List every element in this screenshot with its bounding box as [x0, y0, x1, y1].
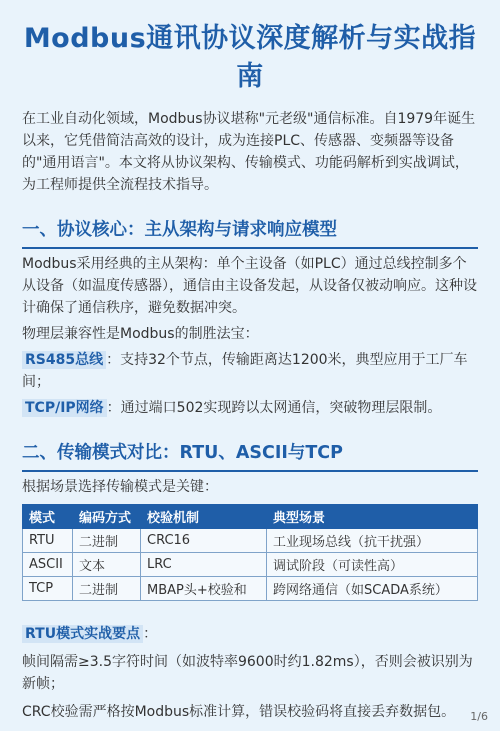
table-header-row	[23, 505, 478, 529]
table-cell: TCP	[23, 577, 73, 601]
table-cell: 工业现场总线（抗干扰强）	[267, 529, 478, 553]
section2-header	[22, 441, 478, 472]
section1-heading: 一、协议核心：主从架构与请求响应模型	[22, 220, 337, 240]
section1-divider	[22, 247, 478, 249]
rtu-heading-line	[22, 623, 478, 645]
tcp-text: ：通过端口502实现跨以太网通信，突破物理层限制。	[106, 400, 442, 416]
table-cell: LRC	[141, 553, 267, 577]
page-title: Modbus通讯协议深度解析与实战指南	[23, 23, 477, 92]
table-cell: 文本	[73, 553, 141, 577]
tcp-tag: TCP/IP网络	[22, 399, 107, 417]
table-header-checksum: 校验机制	[141, 505, 267, 529]
rs485-item	[22, 349, 478, 393]
page-number: 1/6	[470, 710, 488, 723]
rtu-point-2: CRC校验需严格按Modbus标准计算，错误校验码将直接丢弃数据包。	[22, 704, 456, 720]
rtu-tag-suffix: ：	[143, 626, 158, 642]
table-cell: ASCII	[23, 553, 73, 577]
intro-paragraph: 在工业自动化领域，Modbus协议堪称"元老级"通信标准。自1979年诞生以来，它凭借简洁高效的设计，成为连接PLC、传感器、变频器等设备的"通用语言"。本文将从协议架构、传输模式、功能码解析到实战调试，为工程师提供全流程技术指导。	[22, 111, 476, 193]
table-header-mode: 模式	[23, 505, 73, 529]
rs485-text: ：支持32个节点，传输距离达1200米，典型应用于工厂车间；	[22, 352, 468, 390]
section1-paragraph: Modbus采用经典的主从架构：单个主设备（如PLC）通过总线控制多个从设备（如温度传感器），通信由主设备发起，从设备仅被动响应。这种设计确保了通信秩序，避免数据冲突。	[22, 256, 477, 316]
table-cell: 跨网络通信（如SCADA系统）	[267, 577, 478, 601]
table-cell: 调试阶段（可读性高）	[267, 553, 478, 577]
section2-paragraph: 根据场景选择传输模式是关键：	[22, 479, 218, 495]
table-cell: 二进制	[73, 577, 141, 601]
section2-heading: 二、传输模式对比：RTU、ASCII与TCP	[22, 443, 343, 463]
rtu-point-1: 帧间隔需≥3.5字符时间（如波特率9600时约1.82ms），否则会被识别为新帧；	[22, 654, 473, 692]
physical-layer-intro: 物理层兼容性是Modbus的制胜法宝：	[22, 326, 259, 342]
table-header-scenario: 典型场景	[267, 505, 478, 529]
rtu-tag: RTU模式实战要点	[22, 625, 143, 643]
table-row	[23, 553, 478, 577]
table-cell: 二进制	[73, 529, 141, 553]
section1-header	[22, 218, 478, 249]
table-row	[23, 577, 478, 601]
table-cell: MBAP头+校验和	[141, 577, 267, 601]
table-cell: CRC16	[141, 529, 267, 553]
rs485-tag: RS485总线	[22, 351, 106, 369]
table-header-encoding: 编码方式	[73, 505, 141, 529]
table-cell: RTU	[23, 529, 73, 553]
table-row	[23, 529, 478, 553]
transmission-modes-table	[22, 504, 478, 601]
tcp-item	[22, 397, 478, 419]
section2-divider	[22, 470, 478, 472]
